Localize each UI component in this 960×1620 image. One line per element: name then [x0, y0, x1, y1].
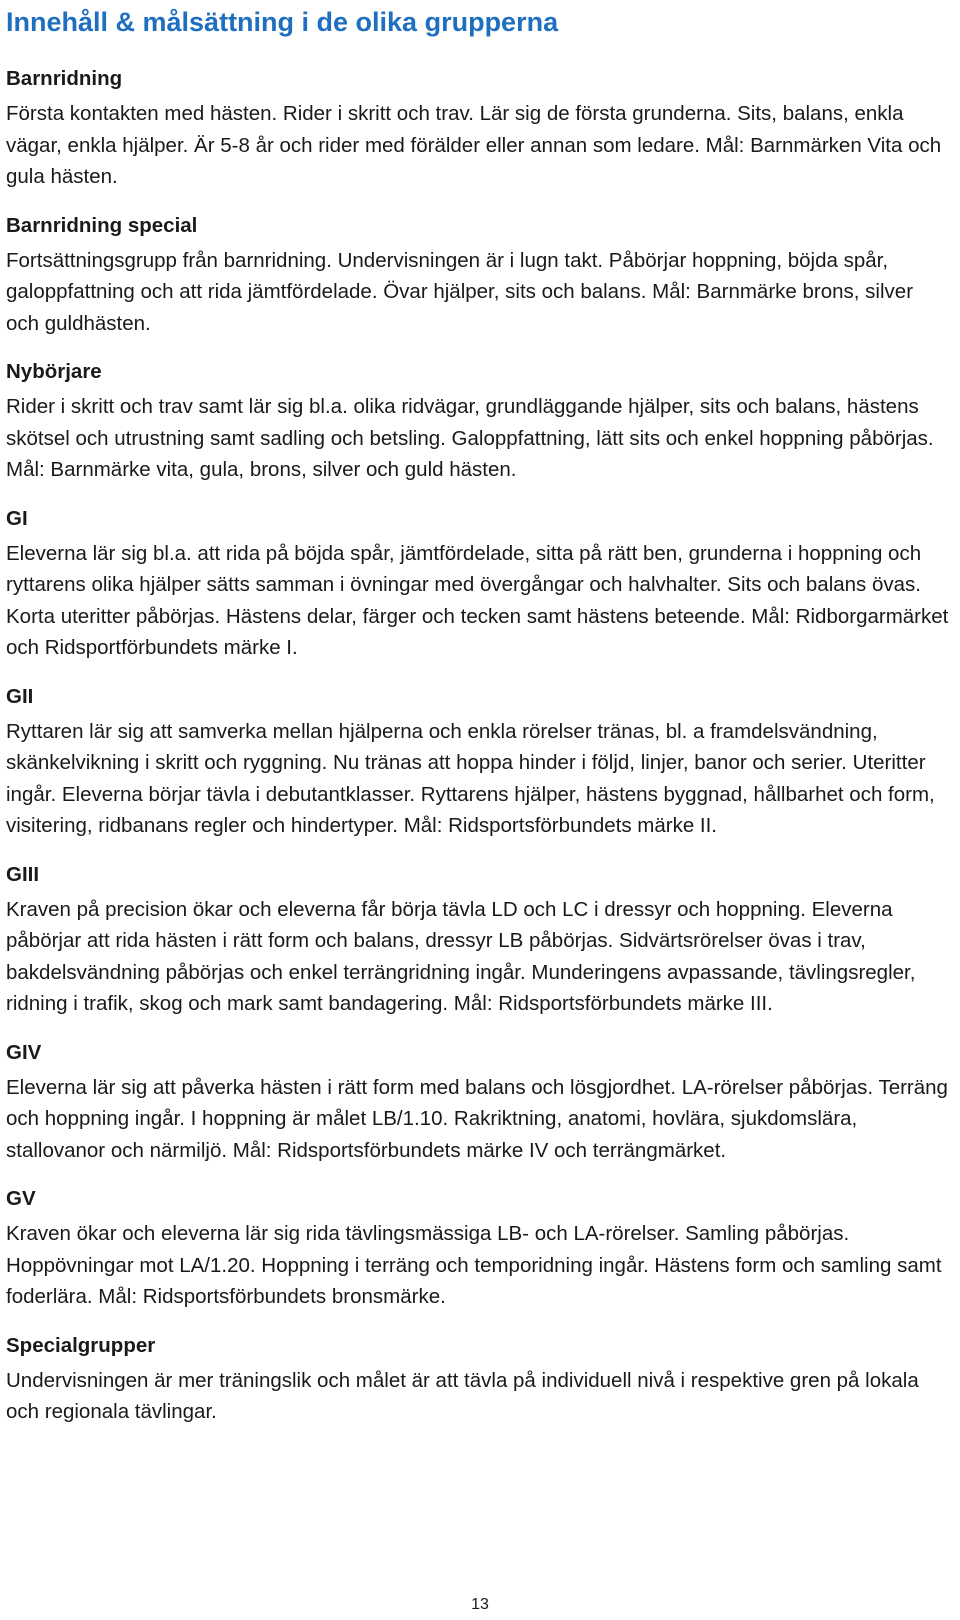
section-gv [6, 1182, 951, 1313]
section-heading: Barnridning special [6, 213, 198, 237]
section-text: Eleverna lär sig bl.a. att rida på böjda spår, jämtfördelade, sitta på rätt ben, grunderna i hoppning och ryttarens olika hjälper sätts samman i övningar med övergångar och halvhalter. Sits och balans övas. Korta uteritter påbörjas. Hästens delar, färger och tecken samt hästens beteende. Mål: Ridborgarmärket och Ridsportförbundets märke I. [6, 541, 949, 659]
section-giv [6, 1036, 951, 1167]
section-text: Fortsättningsgrupp från barnridning. Undervisningen är i lugn takt. Påbörjar hoppning, böjda spår, galoppfattning och att rida jämtfördelade. Övar hjälper, sits och balans. Mål: Barnmärke brons, silver och guldhästen. [6, 248, 914, 335]
section-text: Första kontakten med hästen. Rider i skritt och trav. Lär sig de första grunderna. Sits, balans, enkla vägar, enkla hjälper. Är 5-8 år och rider med förälder eller annan som ledare. Mål: Barnmärken Vita och gula hästen. [6, 102, 942, 188]
section-heading: GIV [6, 1040, 42, 1064]
section-text: Rider i skritt och trav samt lär sig bl.a. olika ridvägar, grundläggande hjälper, sits och balans, hästens skötsel och utrustning samt sadling och betsling. Galoppfattning, lätt sits och enkel hoppning påbörjas. Mål: Barnmärke vita, gula, brons, silver och guld hästen. [6, 395, 934, 481]
section-text: Kraven på precision ökar och eleverna får börja tävla LD och LC i dressyr och hoppning. Eleverna påbörjar att rida hästen i rätt form och balans, dressyr LB påbörjas. Sidvärtsrörelser övas i trav, bakdelsvändning påbörjas och enkel terrängridning ingår. Munderingens avpassande, tävlingsregler, ridning i trafik, skog och mark samt bandagering. Mål: Ridsportsförbundets märke III. [6, 897, 916, 1015]
section-barnridning [6, 62, 951, 193]
section-text: Undervisningen är mer träningslik och målet är att tävla på individuell nivå i respektive gren på lokala och regionala tävlingar. [6, 1368, 919, 1423]
section-barnridning-special [6, 209, 951, 340]
page-title: Innehåll & målsättning i de olika grupperna [6, 7, 559, 37]
section-heading: GV [6, 1187, 36, 1210]
section-heading: GII [6, 684, 34, 708]
document-page [6, 0, 951, 1428]
section-text: Eleverna lär sig att påverka hästen i rätt form med balans och lösgjordhet. LA-rörelser påbörjas. Terräng och hoppning ingår. I hoppning är målet LB/1.10. Rakriktning, anatomi, hovlära, sjukdomslära, stallovanor och närmiljö. Mål: Ridsportsförbundets märke IV och terrängmärket. [6, 1075, 948, 1162]
section-heading: Barnridning [6, 67, 123, 90]
section-heading: GI [6, 506, 28, 530]
section-heading: Nybörjare [6, 360, 102, 383]
section-nyborjare [6, 355, 951, 486]
section-specialgrupper [6, 1329, 951, 1428]
section-gi [6, 502, 951, 664]
section-text: Kraven ökar och eleverna lär sig rida tävlingsmässiga LB- och LA-rörelser. Samling påbörjas. Hoppövningar mot LA/1.20. Hoppning i terräng och temporidning ingår. Hästens form och samling samt foderlära. Mål: Ridsportsförbundets bronsmärke. [6, 1222, 942, 1308]
section-text: Ryttaren lär sig att samverka mellan hjälperna och enkla rörelser tränas, bl. a framdelsvändning, skänkelvikning i skritt och ryggning. Nu tränas att hoppa hinder i följd, linjer, banor och serier. Uteritter ingår. Eleverna börjar tävla i debutantklasser. Ryttarens hjälper, hästens byggnad, hållbarhet och form, visitering, ridbanans regler och hindertyper. Mål: Ridsportsförbundets märke II. [6, 719, 935, 837]
page-number: 13 [471, 1596, 489, 1613]
section-heading: Specialgrupper [6, 1333, 156, 1357]
section-gii [6, 680, 951, 842]
section-heading: GIII [6, 862, 40, 886]
section-giii [6, 858, 951, 1020]
